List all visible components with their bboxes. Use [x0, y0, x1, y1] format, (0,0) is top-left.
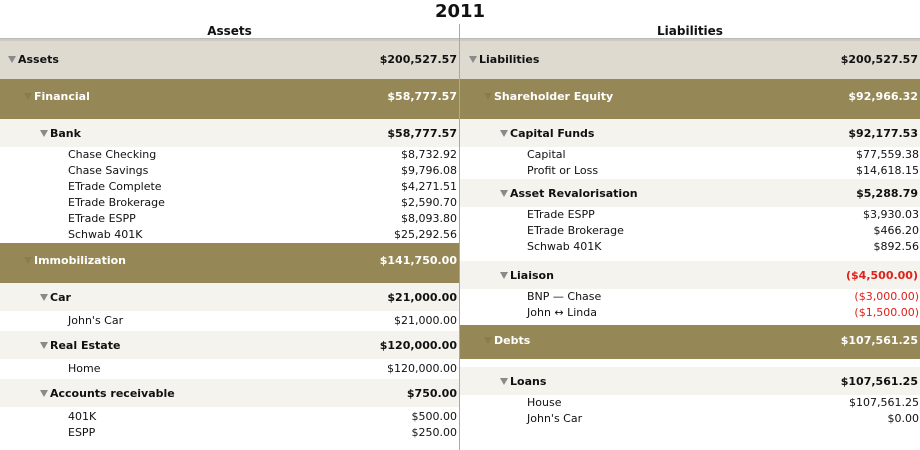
car-text: Car [50, 291, 71, 304]
disclosure-triangle-icon[interactable] [40, 294, 48, 301]
disclosure-triangle-icon[interactable] [500, 272, 508, 279]
account-value: $8,732.92 [401, 148, 457, 161]
account-row[interactable] [460, 239, 920, 255]
disclosure-triangle-icon[interactable] [500, 378, 508, 385]
account-row[interactable] [0, 179, 459, 195]
capital-funds-label[interactable] [500, 127, 594, 140]
disclosure-triangle-icon[interactable] [40, 390, 48, 397]
disclosure-triangle-icon[interactable] [24, 257, 32, 264]
receivable-text: Accounts receivable [50, 387, 175, 400]
disclosure-triangle-icon[interactable] [484, 337, 492, 344]
bank-label[interactable] [40, 127, 81, 140]
receivable-total: $750.00 [406, 387, 457, 400]
disclosure-triangle-icon[interactable] [469, 56, 477, 63]
account-label: ETrade ESPP [68, 212, 136, 225]
account-label: Home [68, 362, 101, 375]
account-label: House [527, 396, 562, 409]
real-estate-total: $120,000.00 [379, 339, 457, 352]
liaison-label[interactable] [500, 269, 554, 282]
equity-text: Shareholder Equity [494, 90, 614, 103]
loans-text: Loans [510, 375, 547, 388]
spacer [460, 359, 920, 367]
debts-total: $107,561.25 [840, 334, 918, 347]
receivable-label[interactable] [40, 387, 175, 400]
bank-text: Bank [50, 127, 81, 140]
disclosure-triangle-icon[interactable] [500, 190, 508, 197]
real-estate-text: Real Estate [50, 339, 121, 352]
account-row[interactable] [0, 211, 459, 227]
account-label: Profit or Loss [527, 164, 599, 177]
liabilities-root-total: $200,527.57 [840, 53, 918, 66]
account-value: $3,930.03 [863, 208, 919, 221]
liabilities-outline [460, 39, 920, 450]
account-row[interactable] [0, 195, 459, 211]
assets-root-label[interactable] [8, 53, 59, 66]
account-row[interactable] [0, 147, 459, 163]
debts-text: Debts [494, 334, 531, 347]
liabilities-root-label[interactable] [469, 53, 539, 66]
car-label[interactable] [40, 291, 71, 304]
capital-funds-total: $92,177.53 [848, 127, 918, 140]
account-row[interactable] [0, 227, 459, 243]
bank-subgroup-row[interactable] [0, 119, 459, 147]
account-label: John's Car [68, 314, 124, 327]
car-subgroup-row[interactable] [0, 283, 459, 311]
account-label: Schwab 401K [68, 228, 143, 241]
financial-text: Financial [34, 90, 90, 103]
equity-label[interactable] [484, 90, 613, 103]
report-year-title: 2011 [434, 1, 486, 22]
account-row[interactable] [0, 425, 459, 441]
financial-label[interactable] [24, 90, 90, 103]
liabilities-root-row[interactable] [460, 39, 920, 79]
account-label: John ↔ Linda [527, 306, 598, 319]
loans-subgroup-row[interactable] [460, 367, 920, 395]
debts-group-row[interactable] [460, 325, 920, 359]
account-row[interactable] [460, 289, 920, 305]
immobilization-label[interactable] [24, 254, 126, 267]
capital-funds-subgroup-row[interactable] [460, 119, 920, 147]
account-value: $21,000.00 [394, 314, 457, 327]
assets-root-total: $200,527.57 [379, 53, 457, 66]
account-row[interactable] [460, 223, 920, 239]
assets-column-header[interactable]: Assets [207, 24, 252, 38]
account-label: BNP — Chase [527, 290, 602, 303]
account-row[interactable] [0, 407, 459, 425]
account-label: Schwab 401K [527, 240, 602, 253]
liaison-subgroup-row[interactable] [460, 261, 920, 289]
account-value: ($1,500.00) [854, 306, 919, 319]
account-label: John's Car [527, 412, 583, 425]
account-value: $77,559.38 [856, 148, 919, 161]
account-label: ETrade ESPP [527, 208, 595, 221]
revalorisation-subgroup-row[interactable] [460, 179, 920, 207]
account-row[interactable] [0, 163, 459, 179]
account-value: $8,093.80 [401, 212, 457, 225]
assets-root-row[interactable] [0, 39, 459, 79]
equity-total: $92,966.32 [848, 90, 918, 103]
bank-total: $58,777.57 [387, 127, 457, 140]
assets-outline [0, 39, 459, 450]
revalorisation-text: Asset Revalorisation [510, 187, 638, 200]
account-row[interactable] [460, 163, 920, 179]
car-total: $21,000.00 [387, 291, 457, 304]
account-label: ETrade Complete [68, 180, 162, 193]
account-row[interactable] [460, 305, 920, 325]
account-label: Chase Savings [68, 164, 149, 177]
liabilities-root-text: Liabilities [479, 53, 540, 66]
assets-root-text: Assets [18, 53, 59, 66]
disclosure-triangle-icon[interactable] [500, 130, 508, 137]
disclosure-triangle-icon[interactable] [484, 93, 492, 100]
account-value: $107,561.25 [849, 396, 919, 409]
account-value: $120,000.00 [387, 362, 457, 375]
account-value: $2,590.70 [401, 196, 457, 209]
immobilization-text: Immobilization [34, 254, 127, 267]
account-label: ETrade Brokerage [68, 196, 165, 209]
equity-group-row[interactable] [460, 79, 920, 119]
liaison-text: Liaison [510, 269, 554, 282]
real-estate-label[interactable] [40, 339, 120, 352]
account-label: ETrade Brokerage [527, 224, 624, 237]
immobilization-group-row[interactable] [0, 243, 459, 283]
disclosure-triangle-icon[interactable] [40, 130, 48, 137]
account-row[interactable] [460, 395, 920, 411]
account-row[interactable] [460, 207, 920, 223]
account-label: Chase Checking [68, 148, 157, 161]
revalorisation-label[interactable] [500, 187, 638, 200]
liaison-total: ($4,500.00) [846, 269, 918, 282]
account-label: Capital [527, 148, 566, 161]
account-label: ESPP [68, 426, 96, 439]
account-value: $0.00 [887, 412, 919, 425]
account-row[interactable] [0, 359, 459, 379]
financial-group-row[interactable] [0, 79, 459, 119]
account-value: $4,271.51 [401, 180, 457, 193]
account-value: $9,796.08 [401, 164, 457, 177]
receivable-subgroup-row[interactable] [0, 379, 459, 407]
disclosure-triangle-icon[interactable] [24, 93, 32, 100]
disclosure-triangle-icon[interactable] [8, 56, 16, 63]
account-row[interactable] [460, 147, 920, 163]
account-row[interactable] [0, 311, 459, 331]
liabilities-column-header[interactable]: Liabilities [657, 24, 723, 38]
account-value: ($3,000.00) [854, 290, 919, 303]
account-value: $500.00 [411, 410, 457, 423]
immobilization-total: $141,750.00 [379, 254, 457, 267]
account-label: 401K [68, 410, 97, 423]
financial-total: $58,777.57 [387, 90, 457, 103]
revalorisation-total: $5,288.79 [856, 187, 918, 200]
account-row[interactable] [460, 411, 920, 427]
debts-label[interactable] [484, 334, 530, 347]
disclosure-triangle-icon[interactable] [40, 342, 48, 349]
real-estate-subgroup-row[interactable] [0, 331, 459, 359]
account-value: $14,618.15 [856, 164, 919, 177]
account-value: $892.56 [873, 240, 919, 253]
account-value: $25,292.56 [394, 228, 457, 241]
loans-total: $107,561.25 [840, 375, 918, 388]
capital-funds-text: Capital Funds [510, 127, 595, 140]
account-value: $250.00 [411, 426, 457, 439]
account-value: $466.20 [873, 224, 919, 237]
loans-label[interactable] [500, 375, 546, 388]
